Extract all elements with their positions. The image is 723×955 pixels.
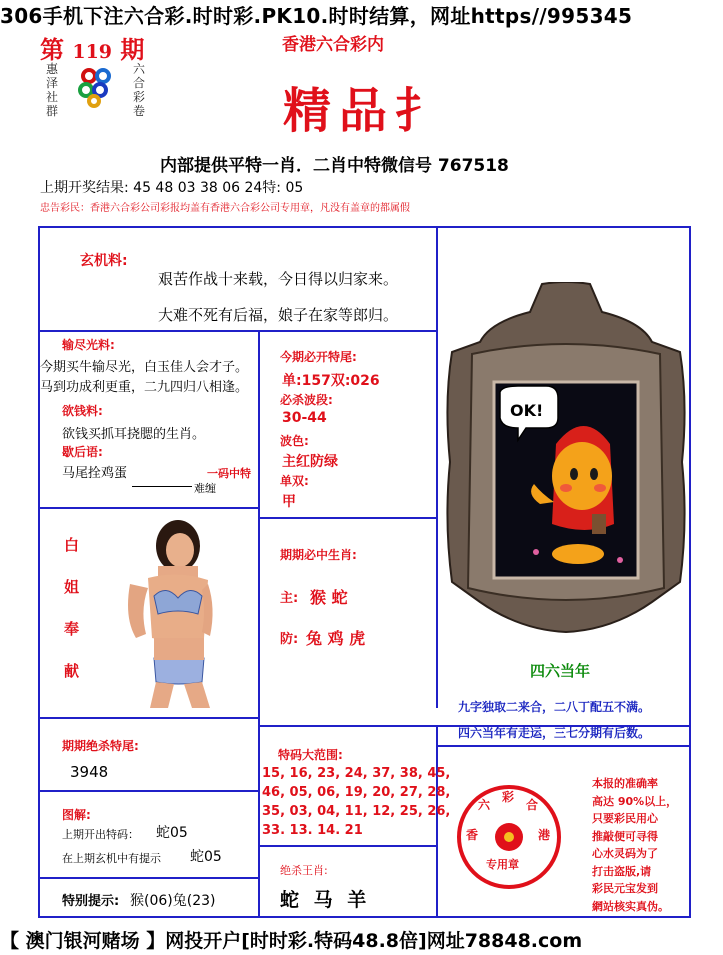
- jueshawei-label: 期期绝杀特尾:: [62, 739, 139, 753]
- seal-top-char: 彩: [502, 790, 515, 804]
- grid-divider: [258, 517, 438, 519]
- baijie-char: 姐: [64, 578, 80, 596]
- brand-right-char: 六: [133, 62, 146, 76]
- xiehouyu-side: 一码中特: [207, 467, 251, 480]
- baijie-text: [64, 524, 84, 692]
- range-line: 35, 03, 04, 11, 12, 25, 26,: [262, 804, 451, 819]
- tema-danshuang: 单:157双:026: [282, 373, 380, 389]
- xiehouyu-answer: 难缠: [194, 482, 216, 495]
- brand-left-char: 群: [46, 104, 59, 118]
- wangsan-value: 蛇 马 羊: [280, 889, 371, 911]
- xuanji-label: 玄机料:: [80, 253, 128, 269]
- range-line: 33. 13. 14. 21: [262, 823, 363, 838]
- headline: 内部提供平特一肖．二肖中特微信号 767518: [160, 156, 509, 176]
- yuqian-text: 欲钱买抓耳挠腮的生肖。: [62, 427, 206, 442]
- tema-bose-label: 波色:: [280, 434, 309, 448]
- shujin-line: 今期买牛输尽光，白玉佳人会才子。: [40, 360, 249, 375]
- last-result: 上期开奖结果: 45 48 03 38 06 24特: 05: [40, 180, 304, 196]
- model-photo: [118, 518, 218, 708]
- range-line: 15, 16, 23, 24, 37, 38, 45,: [262, 766, 451, 781]
- accuracy-line: 本报的准确率: [592, 777, 658, 790]
- speech-bubble-text: OK!: [510, 401, 544, 420]
- grid-divider: [436, 725, 438, 918]
- grid-divider: [436, 226, 438, 708]
- tema-title: 今期必开特尾:: [280, 350, 357, 364]
- brand-left-char: 惠: [46, 62, 59, 76]
- sixiang-title: 四六当年: [530, 662, 591, 680]
- baijie-char: 献: [64, 662, 80, 680]
- accuracy-line: 只要彩民用心: [592, 812, 658, 825]
- issue-suffix: 期: [120, 35, 145, 64]
- sixiang-line: 九字独取二来合，二八丁配五不满。: [458, 700, 651, 714]
- seal-bottom-text: 专用章: [486, 858, 519, 871]
- shengxiao-fang: 兔 鸡 虎: [306, 629, 366, 648]
- accuracy-line: 推敲便可寻得: [592, 829, 658, 843]
- issue-prefix: 第: [40, 35, 64, 64]
- grid-divider: [38, 790, 258, 792]
- seal-right-char: 港: [538, 828, 551, 842]
- shengxiao-fang-label: 防:: [280, 632, 299, 647]
- accuracy-line: 高达 90%以上，: [592, 794, 678, 808]
- baijie-char: 奉: [64, 620, 80, 638]
- tema-bose: 主红防绿: [282, 454, 338, 470]
- notice: 忠告彩民：香港六合彩公司彩报均盖有香港六合彩公司专用章，凡没有盖章的都属假: [40, 203, 410, 214]
- range-label: 特码大范围:: [278, 748, 343, 762]
- range-line: 46, 05, 06, 19, 20, 27, 28,: [262, 785, 451, 800]
- tema-bosha-label: 必杀波段:: [280, 393, 333, 407]
- page-title: 精品扌: [283, 83, 452, 139]
- tishi-label: 特别提示:: [62, 894, 120, 909]
- top-banner: 306手机下注六合彩.时时彩.PK10.时时结算，网址https//995345: [0, 4, 633, 28]
- cartoon-illustration: [496, 384, 636, 576]
- brand-right-char: 卷: [133, 104, 146, 118]
- sixiang-line: 四六当年有走运，三七分期有后数。: [458, 726, 651, 740]
- shengxiao-main-label: 主:: [280, 591, 299, 606]
- seal-top-char: 合: [526, 798, 539, 812]
- seal-left-char: 香: [466, 828, 479, 842]
- accuracy-line: 彩民元宝发到: [592, 882, 658, 895]
- brand-left-char: 社: [46, 90, 59, 104]
- page-subtitle: 香港六合彩内: [282, 35, 384, 55]
- tujie-line2-label: 在上期玄机中有提示: [62, 852, 161, 865]
- wangsan-label: 绝杀王肖:: [280, 864, 328, 877]
- tishi-value: 猴(06)兔(23): [130, 893, 216, 909]
- xiehouyu-label: 歇后语:: [62, 445, 103, 459]
- grid-divider: [38, 507, 258, 509]
- xuanji-line: 艰苦作战十来载，今日得以归家来。: [158, 270, 399, 288]
- xiehouyu-text: 马尾拴鸡蛋: [62, 466, 128, 481]
- yuqian-label: 欲钱料:: [62, 404, 103, 418]
- brand-logo-icon: [76, 66, 116, 108]
- grid-divider: [38, 330, 438, 332]
- brand-right-char: 合: [133, 76, 146, 90]
- tujie-line1-value: 蛇05: [156, 825, 188, 841]
- divider-line: [132, 486, 192, 487]
- accuracy-line: 打击盗版,请: [592, 864, 652, 878]
- footer-ad-link[interactable]: 【 澳门银河赌场 】网投开户[时时彩.特码48.8倍]网址78848.com: [0, 930, 583, 952]
- tema-bosha: 30-44: [282, 410, 327, 426]
- grid-divider: [258, 845, 438, 847]
- shengxiao-title: 期期必中生肖:: [280, 548, 357, 562]
- issue-number: [40, 30, 144, 65]
- shujin-label: 输尽光料:: [62, 338, 115, 352]
- brand-left-char: 泽: [46, 76, 59, 90]
- xuanji-line: 大难不死有后福，娘子在家等郎归。: [158, 306, 399, 324]
- accuracy-note: [592, 775, 688, 915]
- brand-left-text: [46, 62, 62, 118]
- baijie-char: 白: [64, 536, 80, 554]
- seal-top-char: 六: [478, 798, 491, 812]
- brand-right-char: 彩: [133, 90, 146, 104]
- brand-right-text: [133, 62, 149, 118]
- issue-value: 119: [72, 41, 113, 63]
- grid-divider: [38, 717, 258, 719]
- tujie-line2-value: 蛇05: [190, 849, 222, 865]
- accuracy-line: 心水灵码为了: [592, 847, 658, 860]
- tema-dan: 甲: [282, 494, 296, 510]
- grid-divider: [258, 332, 260, 918]
- tujie-line1-label: 上期开出特码：: [62, 828, 139, 841]
- tema-dan-label: 单双:: [280, 474, 309, 488]
- grid-divider: [38, 877, 258, 879]
- jueshawei-value: 3948: [70, 763, 109, 781]
- shengxiao-main: 猴 蛇: [310, 588, 348, 607]
- tujie-label: 图解:: [62, 808, 91, 822]
- accuracy-line: 網站核实真伪。: [592, 899, 669, 913]
- shujin-line: 马到功成利更重，二九四归八相逢。: [40, 380, 249, 395]
- grid-divider: [436, 745, 691, 747]
